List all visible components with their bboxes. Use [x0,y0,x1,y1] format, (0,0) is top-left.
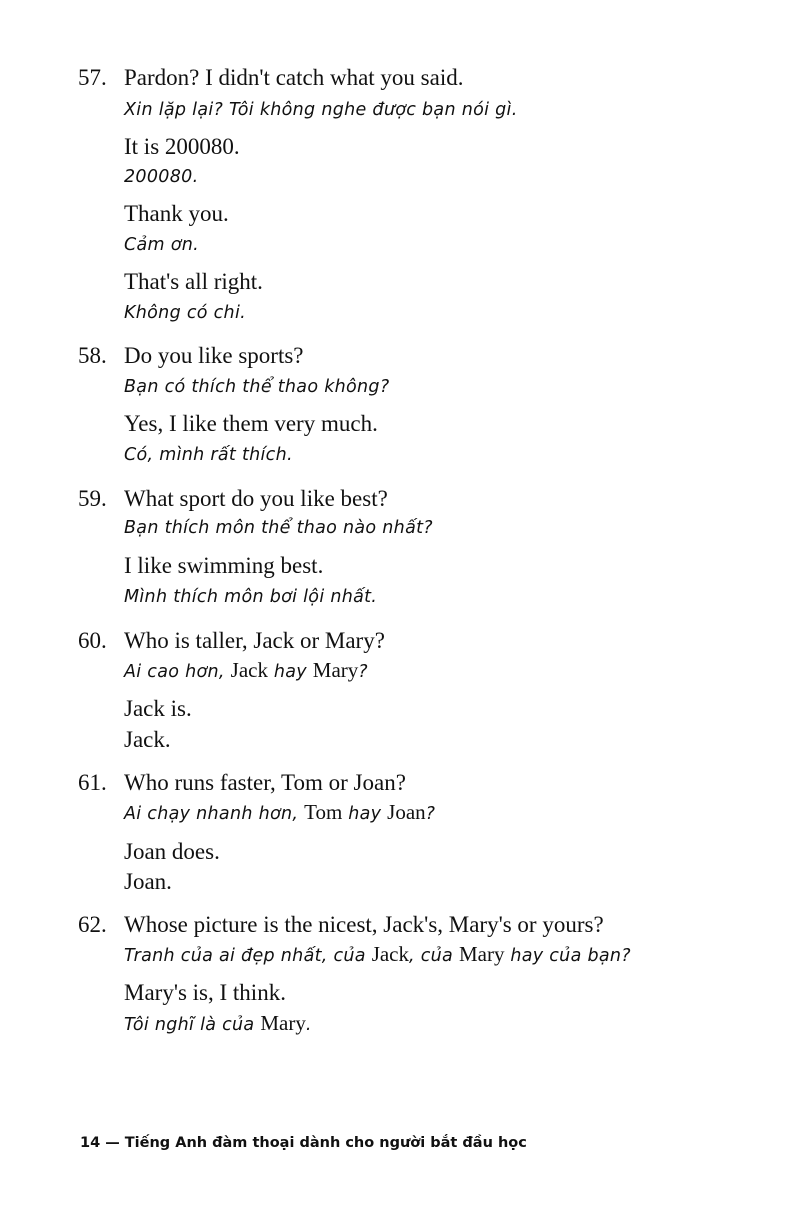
vietnamese-line: Tôi nghĩ là của Mary. [124,1011,312,1035]
english-line: Jack is. [124,696,192,721]
english-line: Mary's is, I think. [124,980,286,1005]
english-line: Joan. [124,869,172,894]
entry-number: 62. [78,912,107,937]
vietnamese-line: Ai chạy nhanh hơn, Tom hay Joan? [124,800,436,824]
vietnamese-line: Ai cao hơn, Jack hay Mary? [124,658,368,682]
english-line: That's all right. [124,269,263,294]
english-line: Jack. [124,727,171,752]
english-line: Whose picture is the nicest, Jack's, Mary's or yours? [124,912,604,937]
vietnamese-line: Có, mình rất thích. [124,445,293,465]
english-line: I like swimming best. [124,553,324,578]
english-line: What sport do you like best? [124,486,388,511]
vietnamese-line: Bạn thích môn thể thao nào nhất? [124,518,433,538]
vietnamese-line: Cảm ơn. [124,235,200,255]
entry-number: 57. [78,65,107,90]
english-line: It is 200080. [124,134,240,159]
english-line: Do you like sports? [124,343,304,368]
entry-number: 61. [78,770,107,795]
entry-number: 59. [78,486,107,511]
entry-number: 58. [78,343,107,368]
vietnamese-line: 200080. [124,167,199,187]
vietnamese-line: Bạn có thích thể thao không? [124,377,390,397]
english-line: Pardon? I didn't catch what you said. [124,65,464,90]
page-footer: 14 — Tiếng Anh đàm thoại dành cho người bắt đầu học [80,1135,527,1151]
vietnamese-line: Xin lặp lại? Tôi không nghe được bạn nói gì. [124,100,518,120]
vietnamese-line: Mình thích môn bơi lội nhất. [124,587,378,607]
english-line: Who runs faster, Tom or Joan? [124,770,406,795]
vietnamese-line: Không có chi. [124,303,246,323]
entry-number: 60. [78,628,107,653]
english-line: Joan does. [124,839,220,864]
vietnamese-line: Tranh của ai đẹp nhất, của Jack, của Mary hay của bạn? [124,942,631,966]
english-line: Yes, I like them very much. [124,411,378,436]
english-line: Who is taller, Jack or Mary? [124,628,385,653]
english-line: Thank you. [124,201,229,226]
